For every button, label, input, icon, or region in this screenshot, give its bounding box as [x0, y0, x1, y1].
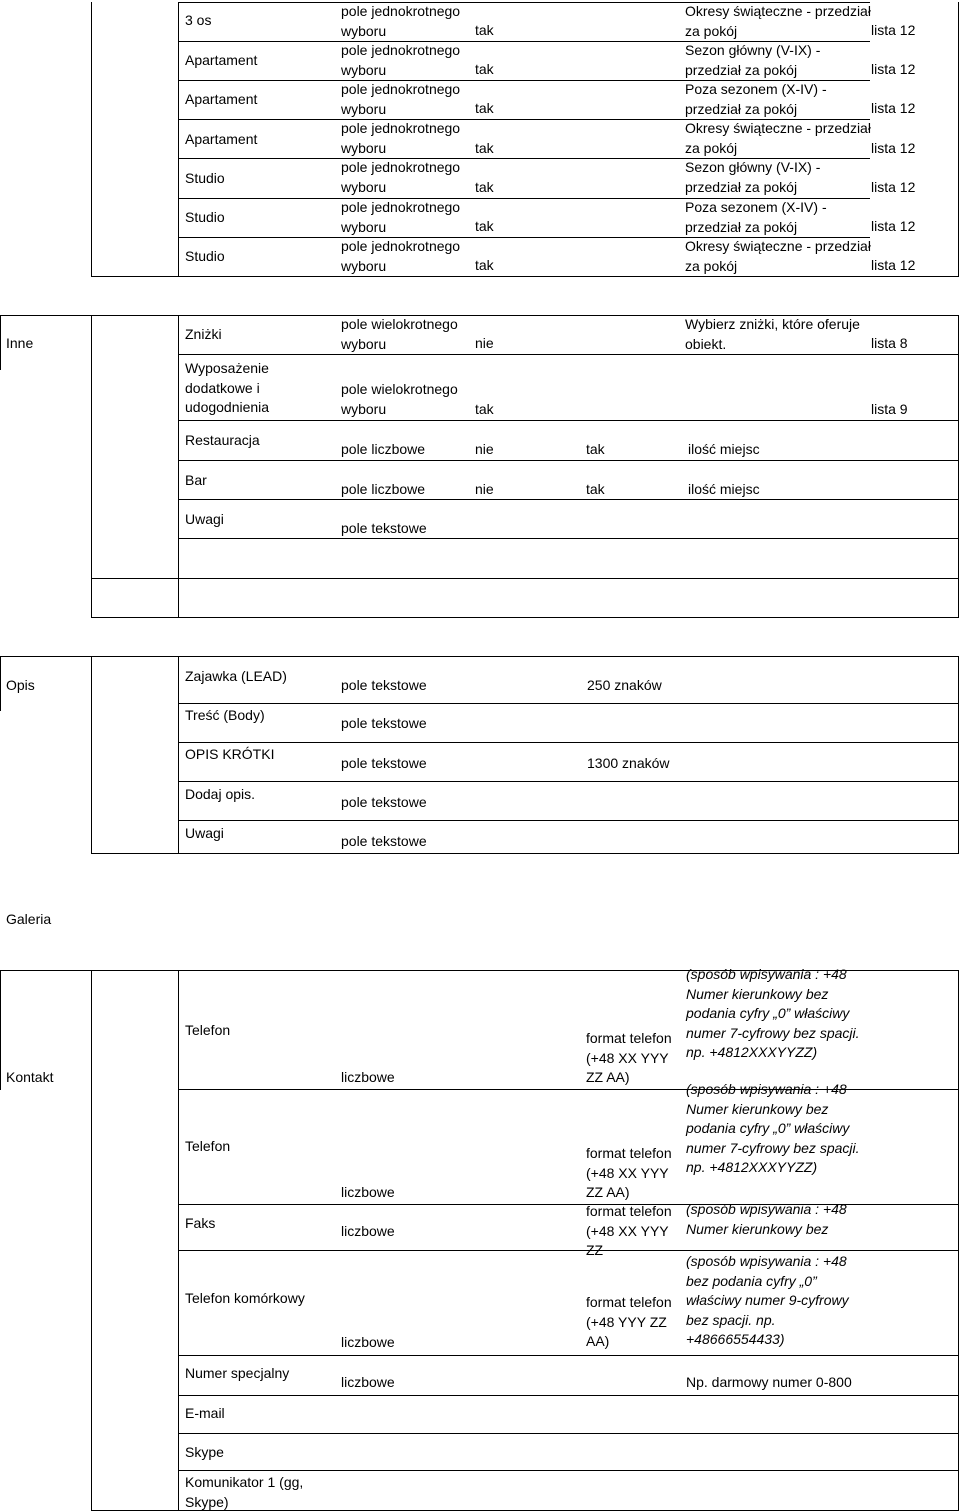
- group-label-other: Inne: [6, 335, 34, 351]
- field-type: pole liczbowe: [341, 441, 426, 457]
- required-flag: tak: [475, 100, 494, 116]
- list-ref: lista 12: [871, 140, 916, 156]
- room-name: 3 os: [185, 12, 212, 28]
- item-name: Telefon: [185, 1138, 231, 1154]
- field-type: pole tekstowe: [341, 755, 427, 771]
- required-flag: nie: [475, 441, 494, 457]
- item-name: Zajawka (LEAD): [185, 668, 287, 684]
- item-name: E-mail: [185, 1405, 225, 1421]
- field-type: pole liczbowe: [341, 481, 426, 497]
- char-limit: 1300 znaków: [587, 755, 670, 771]
- item-name: Zniżki: [185, 326, 222, 342]
- field-description: Wybierz zniżki, które oferuje obiekt.: [685, 316, 860, 352]
- room-name: Apartament: [185, 91, 258, 107]
- list-ref: lista 9: [871, 401, 908, 417]
- item-name: Numer specjalny: [185, 1365, 290, 1381]
- required-flag: tak: [475, 61, 494, 77]
- field-type: pole jednokrotnego wyboru: [341, 120, 461, 156]
- field-type: pole jednokrotnego wyboru: [341, 238, 461, 274]
- group-label-contact: Kontakt: [6, 1069, 54, 1085]
- room-name: Studio: [185, 248, 225, 264]
- required-flag: nie: [475, 335, 494, 351]
- field-type: pole wielokrotnego wyboru: [341, 316, 458, 352]
- phone-format: format telefon (+48 YYY ZZ AA): [586, 1294, 672, 1349]
- field-type: liczbowe: [341, 1069, 395, 1085]
- required-flag: tak: [475, 179, 494, 195]
- field-type: liczbowe: [341, 1184, 395, 1200]
- field-type: pole jednokrotnego wyboru: [341, 42, 461, 78]
- phone-format: format telefon (+48 XX YYY ZZ: [586, 1203, 672, 1258]
- extra-flag: tak: [586, 441, 605, 457]
- gallery-label: Galeria: [6, 911, 52, 927]
- item-name: Treść (Body): [185, 707, 265, 723]
- field-type: pole tekstowe: [341, 833, 427, 849]
- required-flag: tak: [475, 218, 494, 234]
- entry-hint: (sposób wpisywania : +48 Numer kierunkowy bez podania cyfry „0” właściwy numer 7-cyfrowy bez spacji. np. +4812XXXYYZZ): [686, 966, 860, 1060]
- field-type: liczbowe: [341, 1374, 395, 1390]
- entry-hint: Np. darmowy numer 0-800: [686, 1374, 852, 1390]
- item-name: OPIS KRÓTKI: [185, 746, 275, 762]
- item-name: Bar: [185, 472, 207, 488]
- field-type: liczbowe: [341, 1223, 395, 1239]
- item-name: Wyposażenie dodatkowe i udogodnienia: [185, 360, 270, 415]
- list-ref: lista 12: [871, 61, 916, 77]
- room-name: Apartament: [185, 131, 258, 147]
- field-description: Okresy świąteczne - przedział za pokój: [685, 238, 871, 274]
- item-name: Faks: [185, 1215, 216, 1231]
- item-name: Uwagi: [185, 511, 224, 527]
- field-description: ilość miejsc: [688, 481, 760, 497]
- item-name: Telefon komórkowy: [185, 1290, 305, 1306]
- item-name: Uwagi: [185, 825, 224, 841]
- extra-flag: tak: [586, 481, 605, 497]
- list-ref: lista 12: [871, 22, 916, 38]
- room-name: Studio: [185, 209, 225, 225]
- field-description: Sezon główny (V-IX) - przedział za pokój: [685, 42, 821, 78]
- required-flag: nie: [475, 481, 494, 497]
- field-type: pole jednokrotnego wyboru: [341, 199, 461, 235]
- item-name: Restauracja: [185, 432, 260, 448]
- list-ref: lista 12: [871, 218, 916, 234]
- phone-format: format telefon (+48 XX YYY ZZ AA): [586, 1145, 672, 1200]
- list-ref: lista 12: [871, 179, 916, 195]
- required-flag: tak: [475, 22, 494, 38]
- room-name: Apartament: [185, 52, 258, 68]
- entry-hint: (sposób wpisywania : +48 Numer kierunkowy bez podania cyfry „0” właściwy numer 7-cyfrowy bez spacji. np. +4812XXXYYZZ): [686, 1081, 860, 1175]
- field-type: pole wielokrotnego wyboru: [341, 381, 458, 417]
- item-name: Skype: [185, 1444, 224, 1460]
- item-name: Dodaj opis.: [185, 786, 256, 802]
- field-type: pole jednokrotnego wyboru: [341, 81, 461, 117]
- field-type: pole tekstowe: [341, 520, 427, 536]
- phone-format: format telefon (+48 XX YYY ZZ AA): [586, 1030, 672, 1085]
- item-name: Komunikator 1 (gg, Skype): [185, 1474, 304, 1510]
- list-ref: lista 12: [871, 100, 916, 116]
- entry-hint: (sposób wpisywania : +48 Numer kierunkowy bez: [686, 1201, 847, 1237]
- field-type: pole tekstowe: [341, 794, 427, 810]
- field-type: pole tekstowe: [341, 677, 427, 693]
- field-description: Poza sezonem (X-IV) - przedział za pokój: [685, 199, 827, 235]
- required-flag: tak: [475, 401, 494, 417]
- required-flag: tak: [475, 140, 494, 156]
- field-type: pole tekstowe: [341, 715, 427, 731]
- list-ref: lista 8: [871, 335, 908, 351]
- list-ref: lista 12: [871, 257, 916, 273]
- entry-hint: (sposób wpisywania : +48 bez podania cyfry „0” właściwy numer 9-cyfrowy bez spacji. np. +48666554433): [686, 1253, 849, 1347]
- field-type: liczbowe: [341, 1334, 395, 1350]
- field-type: pole jednokrotnego wyboru: [341, 3, 461, 39]
- item-name: Telefon: [185, 1022, 231, 1038]
- field-description: Poza sezonem (X-IV) - przedział za pokój: [685, 81, 827, 117]
- field-description: ilość miejsc: [688, 441, 760, 457]
- field-description: Okresy świąteczne - przedział za pokój: [685, 120, 871, 156]
- required-flag: tak: [475, 257, 494, 273]
- field-description: Sezon główny (V-IX) - przedział za pokój: [685, 159, 821, 195]
- group-label-description: Opis: [6, 677, 35, 693]
- field-description: Okresy świąteczne - przedział za pokój: [685, 3, 871, 39]
- room-name: Studio: [185, 170, 225, 186]
- field-type: pole jednokrotnego wyboru: [341, 159, 461, 195]
- char-limit: 250 znaków: [587, 677, 662, 693]
